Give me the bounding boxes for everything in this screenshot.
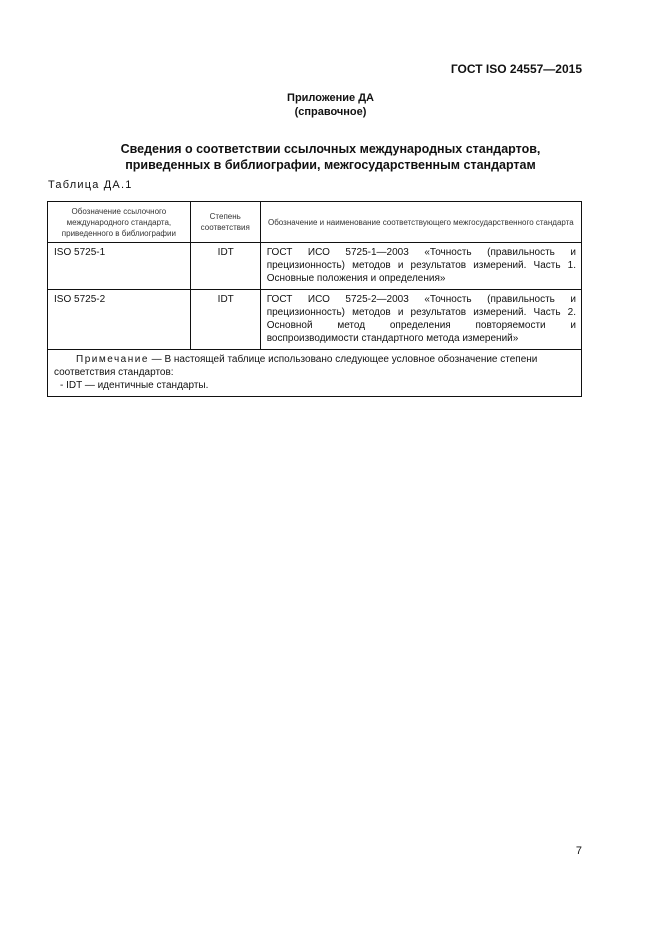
table-row [48,243,582,290]
table-note-row [48,350,582,397]
header-ref-standard: Обозначение ссылочного международного стандарта, приведенного в библиографии [48,202,191,243]
annex-block [0,91,661,119]
document-code: ГОСТ ISO 24557—2015 [450,62,582,76]
table-row [48,290,582,350]
heading-line-1: Сведения о соответствии ссылочных международных стандартов, [120,142,541,156]
header-degree: Степень соответствия [190,202,260,243]
cell-name: ГОСТ ИСО 5725-2—2003 «Точность (правильность и прецизионность) методов и результатов измерений. Часть 2. Основной метод определения повторяемости и воспроизводимости стандартного метода измерений» [260,290,581,350]
header-interstate-standard: Обозначение и наименование соответствующего межгосударственного стандарта [260,202,581,243]
annex-subtitle: (справочное) [294,106,367,118]
cell-degree: IDT [190,243,260,290]
annex-title: Приложение ДА [287,92,374,104]
cell-ref: ISO 5725-2 [48,290,191,350]
note-label: Примечание [76,354,149,365]
conformity-table [47,201,582,397]
cell-name: ГОСТ ИСО 5725-1—2003 «Точность (правильность и прецизионность) методов и результатов измерений. Часть 1. Основные положения и определения» [260,243,581,290]
cell-degree: IDT [190,290,260,350]
table-header-row [48,202,582,243]
heading-line-2: приведенных в библиографии, межгосударственным стандартам [125,158,536,172]
note-text: — В настоящей таблице использовано следующее условное обозначение степени соответствия стандартов: [54,354,538,378]
page-number: 7 [575,845,582,857]
note-item: - IDT — идентичные стандарты. [60,380,209,391]
cell-ref: ISO 5725-1 [48,243,191,290]
section-heading [0,141,661,173]
table-note [48,350,582,397]
table-caption: Таблица ДА.1 [48,179,133,191]
